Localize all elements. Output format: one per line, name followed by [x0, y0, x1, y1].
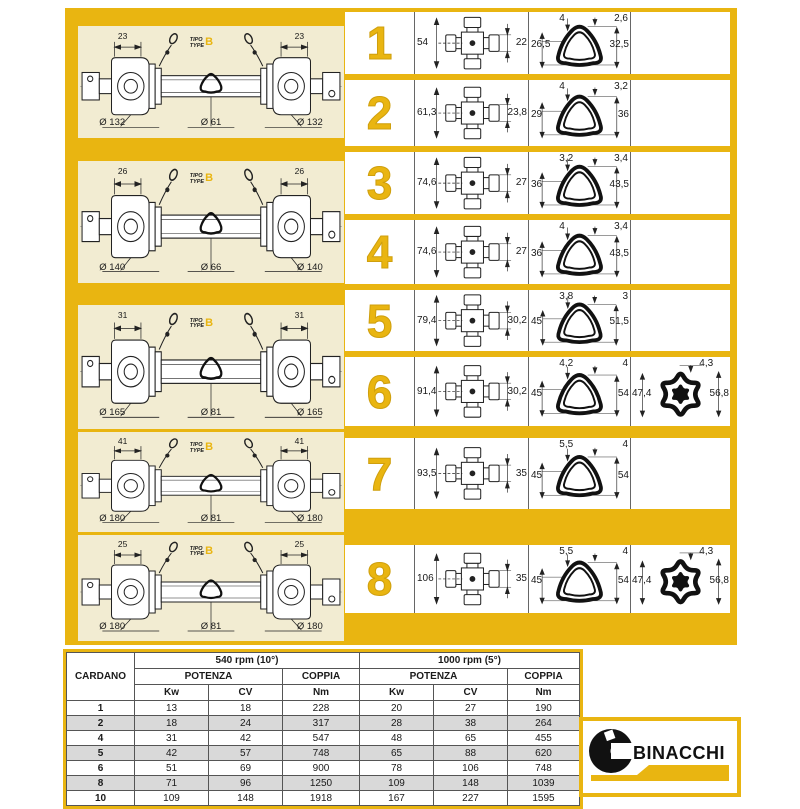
cross-height-label: 54 — [417, 37, 429, 48]
size-row-6 — [345, 357, 730, 426]
cross-cap-label: 27 — [515, 246, 527, 257]
tube-wall-label: 4 — [559, 81, 565, 92]
size-number: 1 — [366, 17, 393, 69]
nm540: 1250 — [283, 776, 360, 791]
nm1000: 1595 — [508, 791, 580, 806]
cross-cap-label: 35 — [515, 573, 527, 584]
tipo-text: TIPO — [189, 442, 203, 448]
col-header-1000rpm: 1000 rpm (5°) — [360, 653, 580, 669]
nm540: 228 — [283, 701, 360, 716]
cv540: 96 — [209, 776, 283, 791]
diameter-label: Ø 140 — [99, 261, 126, 273]
tipo-text: TIPO — [189, 37, 203, 44]
tube-wall2-label: 3,4 — [614, 153, 628, 164]
tube-wall2-label: 4 — [622, 358, 628, 369]
size-row-3 — [345, 152, 730, 214]
diameter-label: Ø 81 — [200, 620, 222, 632]
size-number: 3 — [366, 157, 393, 209]
table-row — [67, 791, 580, 806]
cross-height-label: 74,6 — [417, 246, 437, 257]
size-number: 5 — [366, 294, 393, 347]
diameter-label: Ø 180 — [99, 512, 126, 524]
tipo-text: TIPO — [189, 317, 203, 324]
dim-label: 41 — [294, 436, 305, 446]
kw540: 18 — [135, 716, 209, 731]
cross-height-label: 106 — [417, 573, 434, 584]
size-number: 2 — [366, 87, 393, 139]
type-letter: B — [205, 36, 214, 49]
tube-profile-cell — [529, 152, 631, 214]
cross-height-label: 79,4 — [417, 314, 437, 326]
tube-inner-label: 45 — [531, 575, 543, 587]
kw540: 51 — [135, 761, 209, 776]
tube-wall2-label: 4 — [622, 546, 628, 557]
kw1000: 167 — [360, 791, 434, 806]
type-label — [190, 174, 213, 186]
nm540: 547 — [283, 731, 360, 746]
diameter-label: Ø 180 — [99, 620, 126, 632]
table-row — [67, 731, 580, 746]
cross-journal-cell — [415, 80, 529, 146]
tube-wall-label: 4 — [559, 13, 565, 24]
diameter-label: Ø 81 — [200, 512, 222, 524]
shaft-drawing-4 — [78, 432, 344, 532]
type-text: TYPE — [189, 551, 205, 558]
spec-table — [66, 652, 580, 806]
tube-outer-label: 54 — [617, 575, 629, 587]
nm540: 317 — [283, 716, 360, 731]
dim-label: 23 — [117, 30, 128, 41]
unit-kw: Kw — [135, 685, 209, 701]
star-outer-label: 56,8 — [709, 575, 729, 587]
nm1000: 190 — [508, 701, 580, 716]
star-profile-cell — [631, 80, 730, 146]
cross-cap-label: 27 — [515, 177, 527, 188]
size-number: 7 — [366, 447, 393, 500]
dim-label: 26 — [294, 166, 305, 177]
cross-journal-icon — [420, 547, 524, 611]
size-number: 8 — [366, 553, 393, 605]
cv1000: 88 — [434, 746, 508, 761]
tube-outer-label: 43,5 — [609, 178, 629, 190]
cross-journal-cell — [415, 545, 529, 613]
tube-wall2-label: 3,4 — [614, 221, 628, 232]
tube-profile-cell — [529, 438, 631, 509]
nm540: 1918 — [283, 791, 360, 806]
kw540: 42 — [135, 746, 209, 761]
type-text: TYPE — [189, 43, 205, 50]
cross-cap-label: 30,2 — [507, 314, 527, 326]
tipo-text: TIPO — [189, 545, 203, 552]
cv1000: 148 — [434, 776, 508, 791]
col-header-coppia: COPPIA — [508, 669, 580, 685]
star-outer-label: 56,8 — [709, 387, 729, 399]
diameter-label: Ø 66 — [200, 261, 222, 273]
kw1000: 28 — [360, 716, 434, 731]
star-wall-label: 4,3 — [699, 358, 714, 369]
table-row — [67, 746, 580, 761]
diameter-label: Ø 165 — [99, 407, 126, 419]
star-inner-label: 47,4 — [632, 575, 652, 587]
col-header-cardano: CARDANO — [67, 653, 135, 701]
type-text: TYPE — [189, 179, 205, 186]
star-profile-cell — [631, 438, 730, 509]
diameter-label: Ø 132 — [296, 117, 323, 129]
tube-wall-label: 3,8 — [559, 291, 574, 302]
type-text: TYPE — [189, 447, 205, 454]
unit-nm: Nm — [283, 685, 360, 701]
size-number-cell — [345, 12, 415, 74]
cross-cap-label: 30,2 — [507, 385, 527, 397]
size-number-cell — [345, 80, 415, 146]
table-row — [67, 776, 580, 791]
tube-wall-label: 5,5 — [559, 439, 574, 450]
col-header-potenza: POTENZA — [360, 669, 508, 685]
tube-profile-cell — [529, 80, 631, 146]
type-letter: B — [205, 544, 214, 557]
cv1000: 38 — [434, 716, 508, 731]
cv1000: 65 — [434, 731, 508, 746]
tube-outer-label: 36 — [617, 108, 629, 120]
star-wall-label: 4,3 — [699, 546, 714, 557]
tube-profile-cell — [529, 220, 631, 284]
col-header-540rpm: 540 rpm (10°) — [135, 653, 360, 669]
cross-height-label: 61,3 — [417, 107, 437, 118]
kw540: 71 — [135, 776, 209, 791]
diameter-label: Ø 180 — [296, 512, 323, 524]
type-label — [189, 544, 214, 559]
col-header-potenza: POTENZA — [135, 669, 283, 685]
cross-height-label: 93,5 — [417, 467, 437, 479]
table-row — [67, 761, 580, 776]
star-profile-cell — [631, 220, 730, 284]
nm1000: 748 — [508, 761, 580, 776]
star-profile-cell — [631, 12, 730, 74]
shaft-drawing-3 — [78, 305, 344, 429]
binacchi-logo — [579, 717, 741, 797]
tube-wall2-label: 3,2 — [614, 81, 628, 92]
type-letter: B — [205, 441, 214, 453]
nm1000: 455 — [508, 731, 580, 746]
cross-journal-icon — [420, 14, 524, 72]
shaft-drawing-1 — [78, 26, 344, 138]
dim-label: 26 — [117, 166, 128, 177]
size-number-cell — [345, 152, 415, 214]
type-text: TYPE — [189, 323, 205, 330]
cv1000: 27 — [434, 701, 508, 716]
tube-profile-icon — [533, 440, 626, 507]
cardano-value: 1 — [67, 701, 135, 716]
dim-label: 25 — [117, 539, 128, 550]
size-number-cell — [345, 438, 415, 509]
size-row-8 — [345, 545, 730, 613]
dim-label: 31 — [294, 310, 305, 321]
tube-wall-label: 4,2 — [559, 358, 574, 369]
star-profile-cell — [631, 357, 730, 426]
cross-height-label: 91,4 — [417, 385, 437, 397]
tube-outer-label: 43,5 — [609, 247, 629, 259]
tube-inner-label: 45 — [531, 316, 543, 328]
type-letter: B — [205, 172, 214, 185]
unit-nm: Nm — [508, 685, 580, 701]
tube-outer-label: 54 — [617, 469, 629, 481]
cardano-value: 6 — [67, 761, 135, 776]
cv1000: 106 — [434, 761, 508, 776]
nm540: 900 — [283, 761, 360, 776]
tube-wall2-label: 4 — [622, 439, 628, 450]
size-number-cell — [345, 290, 415, 351]
col-header-coppia: COPPIA — [283, 669, 360, 685]
tube-profile-cell — [529, 12, 631, 74]
star-inner-label: 47,4 — [632, 387, 652, 399]
cardano-value: 4 — [67, 731, 135, 746]
shaft-drawing-5 — [78, 535, 344, 641]
tube-profile-icon — [533, 82, 626, 144]
size-row-2 — [345, 80, 730, 146]
binacchi-logo-graphic — [583, 721, 737, 793]
size-number-cell — [345, 357, 415, 426]
kw540: 31 — [135, 731, 209, 746]
tube-inner-label: 29 — [531, 108, 543, 120]
nm540: 748 — [283, 746, 360, 761]
tube-profile-icon — [533, 359, 626, 424]
diameter-label: Ø 140 — [296, 261, 323, 273]
cross-journal-cell — [415, 220, 529, 284]
size-number: 4 — [366, 226, 393, 278]
nm1000: 1039 — [508, 776, 580, 791]
spec-table-wrap — [63, 649, 583, 809]
tube-profile-cell — [529, 357, 631, 426]
cardano-value: 2 — [67, 716, 135, 731]
dim-label: 41 — [117, 436, 128, 446]
dim-label: 25 — [294, 539, 305, 550]
table-row — [67, 716, 580, 731]
kw1000: 48 — [360, 731, 434, 746]
diameter-label: Ø 180 — [296, 620, 323, 632]
tube-wall2-label: 3 — [622, 291, 628, 302]
cross-cap-label: 35 — [515, 467, 527, 479]
unit-kw: Kw — [360, 685, 434, 701]
shaft-drawing-2 — [78, 161, 344, 283]
star-profile-cell — [631, 152, 730, 214]
tube-inner-label: 36 — [531, 178, 543, 190]
main-panel — [65, 8, 737, 645]
binacchi-logo-icon — [589, 729, 637, 773]
tube-outer-label: 54 — [617, 387, 629, 399]
cv540: 18 — [209, 701, 283, 716]
cv540: 148 — [209, 791, 283, 806]
tube-inner-label: 26,5 — [531, 38, 551, 50]
cross-cap-label: 22 — [515, 37, 527, 48]
table-row — [67, 701, 580, 716]
diameter-label: Ø 165 — [296, 407, 323, 419]
cross-journal-cell — [415, 438, 529, 509]
diameter-label: Ø 81 — [200, 407, 222, 419]
tube-profile-icon — [533, 547, 626, 611]
nm1000: 264 — [508, 716, 580, 731]
cv540: 42 — [209, 731, 283, 746]
dim-label: 31 — [117, 310, 128, 321]
tube-wall2-label: 2,6 — [614, 13, 628, 24]
cross-journal-cell — [415, 152, 529, 214]
diameter-label: Ø 132 — [99, 117, 126, 129]
cv1000: 227 — [434, 791, 508, 806]
cv540: 24 — [209, 716, 283, 731]
tube-wall-label: 3,2 — [559, 153, 574, 164]
type-label — [190, 38, 213, 50]
cardano-value: 8 — [67, 776, 135, 791]
kw1000: 109 — [360, 776, 434, 791]
cross-journal-cell — [415, 290, 529, 351]
tube-inner-label: 36 — [531, 247, 543, 259]
cardano-value: 10 — [67, 791, 135, 806]
tube-wall-label: 4 — [559, 221, 565, 232]
size-number: 6 — [366, 365, 393, 418]
unit-cv: CV — [209, 685, 283, 701]
cv540: 69 — [209, 761, 283, 776]
kw1000: 65 — [360, 746, 434, 761]
type-letter: B — [205, 316, 214, 329]
size-row-5 — [345, 290, 730, 351]
kw540: 13 — [135, 701, 209, 716]
cv540: 57 — [209, 746, 283, 761]
tube-outer-label: 51,5 — [609, 316, 629, 328]
kw1000: 78 — [360, 761, 434, 776]
size-row-4 — [345, 220, 730, 284]
tube-profile-cell — [529, 290, 631, 351]
size-row-7 — [345, 438, 730, 509]
tube-wall-label: 5,5 — [559, 546, 574, 557]
tube-outer-label: 32,5 — [609, 38, 629, 50]
cross-journal-cell — [415, 357, 529, 426]
star-profile-cell — [631, 290, 730, 351]
cross-cap-label: 23,8 — [507, 107, 527, 118]
star-profile-cell — [631, 545, 730, 613]
dim-label: 23 — [294, 30, 305, 41]
type-label — [189, 316, 214, 331]
tube-profile-cell — [529, 545, 631, 613]
tipo-text: TIPO — [189, 173, 203, 180]
kw540: 109 — [135, 791, 209, 806]
size-number-cell — [345, 220, 415, 284]
size-number-cell — [345, 545, 415, 613]
diameter-label: Ø 61 — [200, 117, 222, 129]
tube-inner-label: 45 — [531, 469, 543, 481]
type-label — [190, 443, 213, 455]
tube-inner-label: 45 — [531, 387, 543, 399]
nm1000: 620 — [508, 746, 580, 761]
size-row-1 — [345, 12, 730, 74]
cross-height-label: 74,6 — [417, 177, 437, 188]
cardano-value: 5 — [67, 746, 135, 761]
unit-cv: CV — [434, 685, 508, 701]
cross-journal-cell — [415, 12, 529, 74]
kw1000: 20 — [360, 701, 434, 716]
logo-text: BINACCHI — [633, 743, 725, 763]
